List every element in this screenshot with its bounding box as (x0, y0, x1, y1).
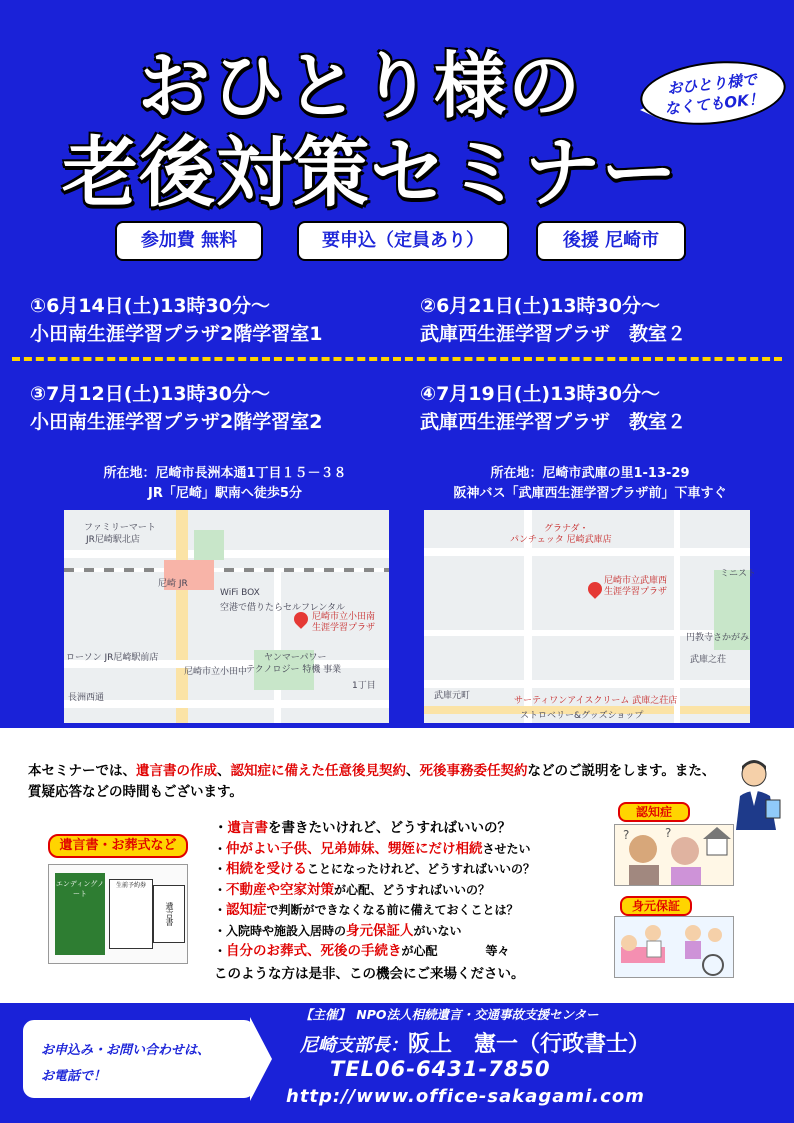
map-label: 円教寺さかがみ (686, 633, 750, 643)
list-item: ・仲がよい子供、兄弟姉妹、甥姪にだけ相続させたい (214, 840, 531, 857)
location-access: 阪神バス「武庫西生涯学習プラザ前」下車すぐ (453, 486, 727, 501)
session-1 (30, 292, 322, 348)
intro-tail: などのご説明をします。また、質疑応答などの時間もございます。 (28, 763, 716, 800)
intro-highlight: 認知症に備えた任意後見契約 (230, 763, 406, 779)
session-venue: 小田南生涯学習プラザ2階学習室1 (30, 323, 323, 345)
website-link[interactable]: http://www.office-sakagami.com (286, 1086, 645, 1107)
list-item: ・認知症で判断ができなくなる前に備えておくことは？ (214, 902, 519, 918)
organizer: 【主催】 NPO法人相続遺言・交通事故支援センター (300, 1007, 599, 1022)
map-label: 武庫元町 (434, 691, 471, 701)
ending-note-book: エンディングノート (55, 873, 105, 955)
contact-arrow (250, 1017, 272, 1101)
list-item: ・自分のお葬式、死後の手続きが心配 等々 (214, 943, 510, 959)
dementia-illustration (614, 824, 734, 886)
reservation-paper: 生前予約券 (109, 879, 153, 949)
svg-text:?: ? (623, 828, 630, 842)
guarantor-illustration (614, 916, 734, 978)
map-label: サーティワンアイスクリーム 武庫之荘店 (514, 696, 678, 706)
map-label: 尼崎市立武庫西 (604, 576, 668, 586)
intro-highlight: 遺言書の作成 (136, 763, 217, 779)
question-list (214, 818, 614, 962)
map-label: 生涯学習プラザ (604, 587, 668, 597)
list-item: ・相続を受けることになったけれど、どうすればいいの？ (214, 861, 536, 877)
location-access: JR「尼崎」駅南へ徒歩5分 (148, 486, 302, 501)
session-4 (420, 380, 686, 436)
map-label: ミニスト (720, 569, 757, 579)
map-label: 武庫之荘 (690, 655, 727, 665)
branch-label: 尼崎支部長： (300, 1035, 408, 1056)
presenter-illustration (730, 756, 784, 830)
map-label: テクノロジー 特機 事業 (246, 665, 342, 675)
intro-sep: 、 (217, 763, 231, 779)
dashed-divider (12, 357, 782, 361)
documents-illustration (48, 864, 188, 964)
map-label: ストロベリー&グッズショップ (520, 711, 644, 721)
list-item: ・不動産や空家対策が心配、どうすればいいの？ (214, 881, 491, 898)
tag-guarantor: 身元保証 (620, 896, 692, 916)
title-line1: おひとり様の (137, 44, 582, 128)
location-1-text (60, 464, 390, 504)
sponsor-badge: 後援 尼崎市 (536, 221, 686, 261)
session-date: ③7月12日(土)13時30分～ (30, 383, 270, 405)
map-label: 1丁目 (352, 681, 376, 691)
session-date: ②6月21日(土)13時30分～ (420, 295, 660, 317)
map-label: ローソン JR尼崎駅前店 (66, 653, 159, 663)
title-line2: 老後対策セミナー (62, 128, 678, 217)
map-label: ヤンマーパワー (264, 653, 327, 663)
session-date: ④7月19日(土)13時30分～ (420, 383, 660, 405)
map-label: JR尼崎駅北店 (86, 535, 140, 545)
session-venue: 武庫西生涯学習プラザ 教室２ (420, 411, 687, 433)
will-envelope: 遺言書 (153, 885, 185, 943)
contact-callout (20, 1017, 258, 1101)
fee-badge: 参加費 無料 (115, 221, 263, 261)
callout-line2: なくてもOK！ (663, 89, 765, 119)
map-label: 尼崎市立小田中 (184, 667, 248, 677)
intro-lead: 本セミナーでは、 (28, 763, 136, 779)
map-label: 尼崎 JR (158, 579, 188, 589)
callout-line1: おひとり様で (666, 70, 758, 98)
intro-text (28, 761, 728, 803)
info-panel (0, 728, 794, 1003)
branch-name: 阪上 憲一（行政書士） (408, 1032, 651, 1057)
map-label: グラナダ・ (544, 524, 589, 534)
map-mukonishi[interactable] (424, 510, 757, 723)
location-address: 所在地：尼崎市武庫の里1-13-29 (490, 466, 690, 481)
map-label: 生涯学習プラザ (312, 623, 376, 633)
contact-line1: お申込み・お問い合わせは、 (41, 1043, 211, 1058)
map-label: ファミリーマート (84, 523, 156, 533)
phone-number[interactable]: TEL06-6431-7850 (330, 1057, 551, 1081)
branch-head (300, 1027, 650, 1058)
map-odaminami[interactable] (64, 510, 389, 723)
map-label: 尼崎市立小田南 (312, 612, 376, 622)
intro-highlight: 死後事務委任契約 (419, 763, 528, 779)
closing-text: このような方は是非、この機会にご来場ください。 (214, 966, 525, 982)
session-venue: 武庫西生涯学習プラザ 教室２ (420, 323, 687, 345)
list-item: ・遺言書を書きたいけれど、どうすればいいの？ (214, 820, 511, 836)
map-label: WiFi BOX (220, 588, 260, 598)
session-date: ①6月14日(土)13時30分～ (30, 295, 270, 317)
location-address: 所在地：尼崎市長洲本通1丁目１５－３８ (103, 466, 347, 481)
location-2-text (410, 464, 770, 504)
session-venue: 小田南生涯学習プラザ2階学習室2 (30, 411, 323, 433)
session-3 (30, 380, 322, 436)
contact-line2: お電話で！ (41, 1069, 107, 1084)
map-label: 空港で借りたらセルフレンタル (220, 603, 346, 613)
registration-badge: 要申込（定員あり） (297, 221, 509, 261)
list-item: ・入院時や施設入居時の身元保証人がいない (214, 922, 462, 939)
tag-dementia: 認知症 (618, 802, 690, 822)
map-label: 長洲西通 (68, 693, 105, 703)
session-2 (420, 292, 686, 348)
svg-text:?: ? (665, 826, 672, 840)
map-label: パンチェッタ 尼崎武庫店 (510, 535, 612, 545)
intro-sep: 、 (406, 763, 420, 779)
location-pin-icon (585, 579, 605, 599)
card-title-wills: 遺言書・お葬式など (48, 834, 188, 858)
